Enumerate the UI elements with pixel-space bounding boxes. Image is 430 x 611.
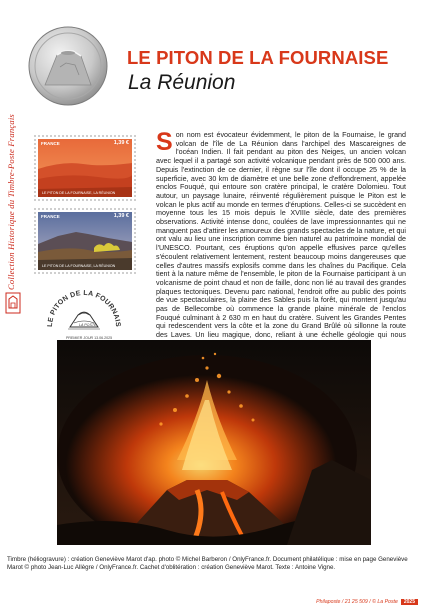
eruption-photo: [57, 340, 371, 545]
stamp-country: FRANCE: [41, 214, 60, 219]
footer-year-badge: 2025: [401, 599, 418, 605]
article-body: [156, 128, 406, 349]
postmark-ring-text: LE PITON DE LA FOURNAIS: [46, 289, 122, 328]
volcano-coin-image: [27, 25, 109, 107]
article-dropcap: S: [156, 128, 173, 156]
volcano-eruption-illustration: [57, 340, 371, 545]
stamp-red-landscape: [34, 135, 136, 201]
crater-landscape-illustration: [38, 212, 132, 270]
footer-text: Philaposte / 21 25 509 / © La Poste: [316, 599, 398, 605]
page-subtitle: La Réunion: [128, 71, 236, 94]
credits-text: Timbre (héliogravure) : création Geneviève Marot d'ap. photo © Michel Barberon / OnlyFrance.fr. Document philatélique : mise en page Geneviève Marot © photo Jean-Luc Allègre / OnlyFrance.fr. Cachet d'oblitération : création Geneviève Marot. Texte : Antoine Vigne.: [7, 556, 408, 571]
article-text: on nom est évocateur évidemment, le piton de la Fournaise, le grand volcan de l'île de La Réunion dans l'archipel des Mascareignes de l'océan Indien. Il fait pendant au piton des Neiges, un ancien volcan avec lequel il a partagé son activité volcanique pendant près de 500 000 ans. Depuis l'extinction de ce dernier, il règne sur l'île dont il occupe 25 % de la superficie, avec 30 km de diamètre et une belle zone d'effondrement, appelée enclos Fouqué, qui entoure son cratère principal, le cratère Dolomieu. Tout autour, un paysage lunaire, réinventé régulièrement puisque le Piton est le volcan le plus actif au monde en termes d'éruptions. Celles-ci se succèdent en moyenne tous les 15 mois depuis le XVIIIe siècle, date des premières observations. Activité intense donc, coulées de lave impressionnantes qui ne manquent pas d'attirer les amoureux des grands spectacles de la nature, et qui ont valu au lieu une inscription comme bien naturel au patrimoine mondial de l'UNESCO. Pourtant, ces éruptions qu'on appelle effusives parce qu'elles s'écoulent relativement lentement, restent beaucoup moins dangereuses que celles d'autres massifs explosifs comme dans les chaînes du Pacifique. Cela tient à la nature même de l'ensemble, le piton de la Fournaise participant à un volcanisme de point chaud et non de faille, donc non lié au travail des grandes plaques tectoniques. Devenu parc national, l'endroit offre au public des points de vue spectaculaires, la plaine des Sables puis la forêt, qui montent jusqu'au pas de Bellecombe où commence la grande plaine minérale de l'enclos Fouqué culminant à 2 630 m en haut du cratère. Suivent les Grandes Pentes qui redescendent vers la côte et la zone du Grand Brûlé où sillonne la route des Laves. Un lieu magique, donc, reliant à une échelle géologie qui nous: [156, 131, 406, 340]
page-footer: [316, 599, 418, 605]
page-title: LE PITON DE LA FOURNAISE: [127, 47, 389, 68]
collection-side-text: Collection Historique du Timbre-Poste Français: [6, 114, 16, 290]
svg-text:LE PITON DE LA FOURNAISE: [38, 283, 121, 327]
postmark-line3: LA POSTE: [79, 323, 97, 327]
stamp-country: FRANCE: [41, 141, 60, 146]
collection-logo-icon: [5, 292, 21, 314]
stamp-price: 1,39 €: [113, 140, 129, 146]
stamp-crater-landscape: [34, 208, 136, 274]
postmark-line1: PREMIER JOUR 13.06.2025: [66, 336, 113, 340]
volcano-landscape-illustration: [38, 139, 132, 197]
stamp-price: 1,39 €: [113, 213, 129, 219]
stamp-caption: LE PITON DE LA FOURNAISE, LA RÉUNION: [42, 264, 116, 268]
stamp-image: [38, 212, 132, 270]
stamp-image: [38, 139, 132, 197]
stamp-caption: LE PITON DE LA FOURNAISE, LA RÉUNION: [42, 191, 116, 195]
